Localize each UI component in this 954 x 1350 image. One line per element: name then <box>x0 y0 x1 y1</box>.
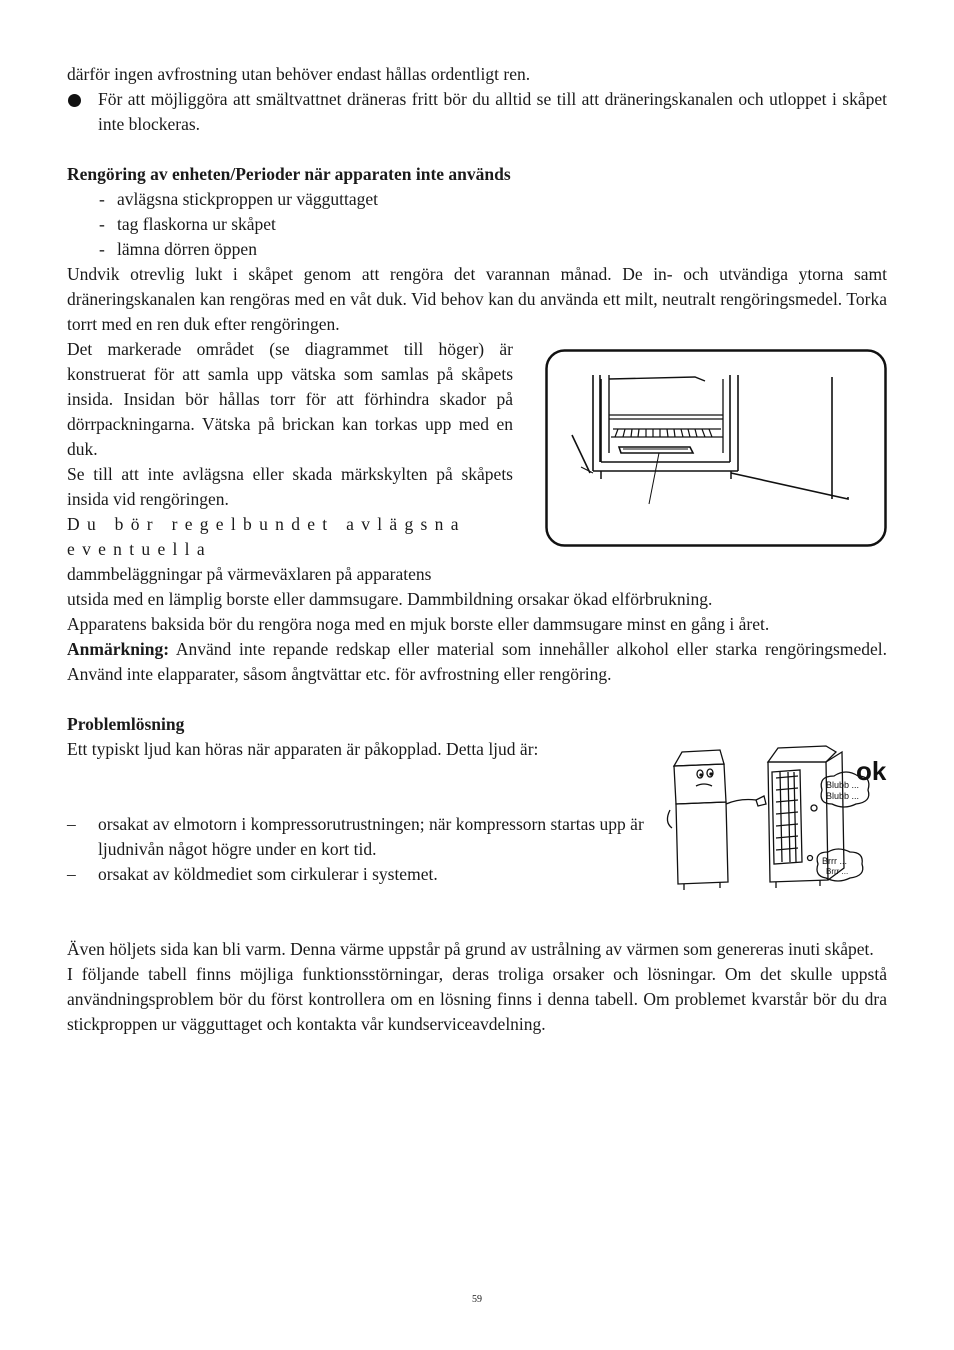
intro-line: därför ingen avfrostning utan behöver endast hållas ordentligt ren. <box>67 64 531 84</box>
cleaning-steps <box>67 187 887 262</box>
drip-tray-diagram <box>545 349 887 547</box>
trouble-intro: Ett typiskt ljud kan höras när apparaten är påkopplad. Detta ljud är: <box>67 739 539 759</box>
continuation-line: utsida med en lämplig borste eller dammsugare. Dammbildning orsakar ökad elförbrukning. <box>67 589 713 609</box>
list-item: - tag flaskorna ur skåpet <box>99 212 887 237</box>
bullet-text: För att möjliggöra att smältvattnet dräneras fritt bör du alltid se till att dräneringskanalen och utloppet i skåpet inte blockeras. <box>98 89 887 134</box>
cleaning-paragraph: Undvik otrevlig lukt i skåpet genom att rengöra det varannan månad. De in- och utvändiga ytorna samt dräneringskanalen kan rengöras med en våt duk. Vid behov kan du använda ett milt, neutralt rengöringsmedel. Torka torrt med en ren duk efter rengöringen. <box>67 264 887 334</box>
trouble-heading: Problemlösning <box>67 714 185 734</box>
cartoon-fridges-illustration <box>660 742 890 892</box>
side-line-last: dammbeläggningar på värmeväxlaren på apparatens <box>67 564 432 584</box>
spaced-line: Du bör regelbundet avlägsna eventuella <box>67 514 466 559</box>
note-paragraph <box>67 637 887 687</box>
list-item: - lämna dörren öppen <box>99 237 887 262</box>
page-number: 59 <box>472 1294 482 1305</box>
ok-label: ok <box>856 756 887 786</box>
bubble-text: Brrr ... <box>822 856 847 866</box>
list-item: - avlägsna stickproppen ur vägguttaget <box>99 187 887 212</box>
bullet-item <box>67 87 887 137</box>
bubble-text: Blubb ... <box>826 780 860 790</box>
cause-list <box>67 812 647 887</box>
bullet-dot-icon <box>68 94 81 107</box>
list-item: – orsakat av köldmediet som cirkulerar i systemet. <box>67 862 647 887</box>
cleaning-heading: Rengöring av enheten/Perioder när apparaten inte används <box>67 164 511 184</box>
trouble-paragraph-2: I följande tabell finns möjliga funktionsstörningar, deras troliga orsaker och lösningar. Om det skulle uppstå användningsproblem bör du först kontrollera om en lösning finns i denna tabell. Om problemet kvarstår bör du dra stickproppen ur vägguttaget och kontakta vår kundserviceavdelning. <box>67 964 887 1034</box>
back-line: Apparatens baksida bör du rengöra noga med en mjuk borste eller dammsugare minst en gång i året. <box>67 614 770 634</box>
side-paragraph-2: Se till att inte avlägsna eller skada märkskylten på skåpets insida vid rengöringen. <box>67 464 513 509</box>
note-text: Använd inte repande redskap eller material som innehåller alkohol eller starka rengöringsmedel. Använd inte elapparater, såsom ångtvättar etc. för avfrostning eller rengöring. <box>67 639 887 684</box>
side-text-column <box>67 337 513 587</box>
list-item: – orsakat av elmotorn i kompressorutrustningen; när kompressorn startas upp är ljudnivån något högre under en kort tid. <box>67 812 647 862</box>
bubble-text: Brrr ... <box>826 867 849 876</box>
bubble-text: Blubb ... <box>826 791 860 801</box>
note-label: Anmärkning: <box>67 639 170 659</box>
trouble-paragraph-1: Även höljets sida kan bli varm. Denna värme uppstår på grund av ustrålning av värmen som genereras inuti skåpet. <box>67 939 874 959</box>
side-paragraph-1: Det markerade området (se diagrammet till höger) är konstruerat för att samla upp vätska som samlas på skåpets insida. Insidan bör hållas torr för att förhindra skador på dörrpackningarna. Vätska på brickan kan torkas upp med en duk. <box>67 339 513 459</box>
